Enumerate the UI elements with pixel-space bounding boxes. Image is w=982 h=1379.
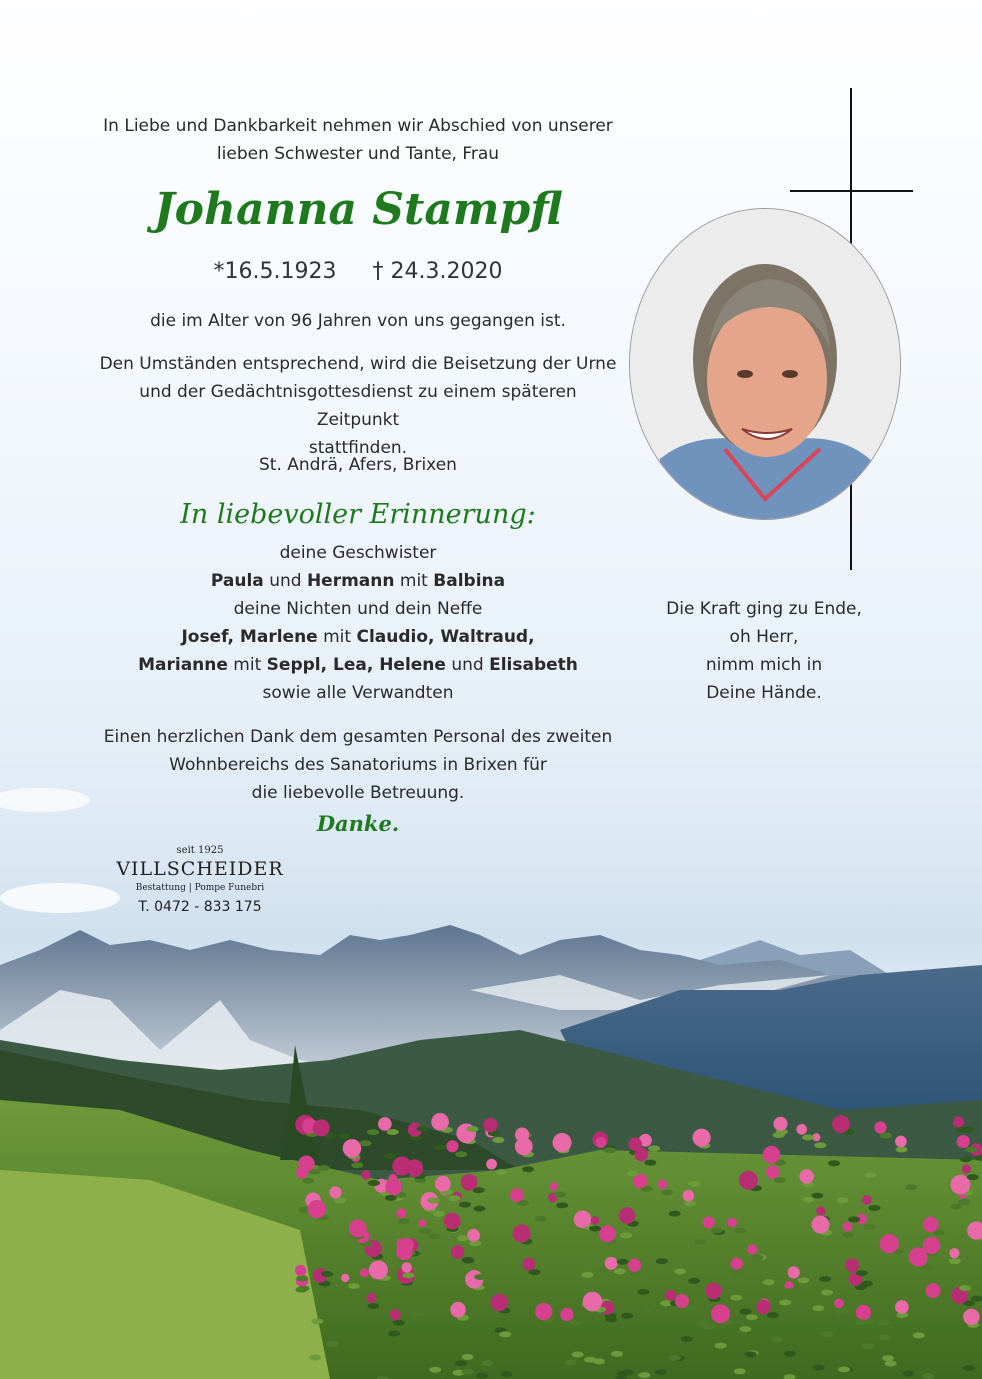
flower	[550, 1182, 558, 1190]
flower	[467, 1229, 480, 1242]
flower	[923, 1217, 938, 1232]
thanks-text	[98, 723, 618, 807]
flower	[401, 1262, 411, 1272]
flower	[396, 1208, 406, 1218]
flower	[450, 1302, 466, 1318]
flower	[308, 1200, 326, 1218]
logo-subtitle: Bestattung | Pompe Funebri	[135, 883, 265, 893]
poem-line: nimm mich in	[705, 655, 823, 675]
family-line	[98, 651, 618, 679]
flower	[766, 1165, 779, 1178]
family-member-name: Seppl, Lea, Helene	[266, 655, 446, 675]
danke: Danke.	[316, 811, 400, 836]
flower	[595, 1137, 606, 1148]
flower	[683, 1190, 695, 1202]
family-list	[98, 539, 618, 707]
place: St. Andrä, Afers, Brixen	[259, 455, 457, 475]
poem-line: Die Kraft ging zu Ende,	[666, 599, 862, 619]
flower	[665, 1290, 676, 1301]
flower	[658, 1179, 667, 1188]
flower	[862, 1195, 872, 1205]
thanks-line: Einen herzlichen Dank dem gesamten Personal des zweiten	[103, 727, 613, 747]
family-text: und	[263, 571, 307, 591]
death-date: † 24.3.2020	[372, 259, 503, 284]
flower	[599, 1225, 616, 1242]
notice-line: Den Umständen entsprechend, wird die Beisetzung der Urne	[99, 354, 617, 374]
flower	[535, 1303, 552, 1320]
flower	[843, 1222, 853, 1232]
flower	[378, 1117, 392, 1131]
flower	[444, 1213, 461, 1230]
flower	[486, 1159, 497, 1170]
thanks-line: Wohnbereichs des Sanatoriums in Brixen für	[169, 755, 547, 775]
age-line: die im Alter von 96 Jahren von uns gegangen ist.	[150, 311, 566, 331]
logo-name: VILLSCHEIDER	[116, 858, 284, 880]
family-text: deine Nichten und dein Neffe	[233, 599, 483, 619]
funeral-home-logo	[110, 845, 290, 919]
flower	[874, 1121, 886, 1133]
flower	[431, 1113, 449, 1131]
poem-line: Deine Hände.	[706, 683, 822, 703]
flower	[591, 1216, 599, 1224]
intro-line: lieben Schwester und Tante, Frau	[216, 144, 500, 164]
flower	[788, 1266, 800, 1278]
flower	[811, 1216, 829, 1234]
family-member-name: Marianne	[138, 655, 228, 675]
flower	[796, 1124, 807, 1135]
flower	[461, 1174, 478, 1191]
flower	[895, 1136, 907, 1148]
family-line	[98, 539, 618, 567]
flower	[962, 1164, 971, 1173]
life-dates	[98, 256, 618, 288]
family-line	[98, 595, 618, 623]
logo-phone: T. 0472 - 833 175	[138, 899, 262, 915]
flower	[856, 1305, 871, 1320]
flower	[747, 1244, 757, 1254]
family-line	[98, 679, 618, 707]
flower	[361, 1170, 370, 1179]
flower	[693, 1129, 711, 1147]
flower	[963, 1309, 979, 1325]
flower	[360, 1268, 369, 1277]
flower	[845, 1258, 859, 1272]
flower	[418, 1219, 426, 1227]
family-line	[98, 623, 618, 651]
notice-line: und der Gedächtnisgottesdienst zu einem späteren Zeitpunkt	[139, 382, 577, 430]
portrait-photo	[629, 208, 901, 520]
family-member-name: Josef, Marlene	[181, 627, 318, 647]
flower	[705, 1283, 722, 1300]
flower	[926, 1283, 941, 1298]
flower	[912, 1251, 927, 1266]
poem-line: oh Herr,	[729, 627, 799, 647]
flower	[385, 1178, 402, 1195]
flower	[832, 1115, 850, 1133]
family-member-name: Hermann	[306, 571, 395, 591]
flower	[483, 1118, 497, 1132]
flower	[799, 1169, 813, 1183]
flower	[446, 1140, 458, 1152]
flower	[343, 1139, 362, 1158]
notice-line: stattfinden.	[308, 438, 408, 458]
flower	[366, 1293, 376, 1303]
flower	[605, 1257, 618, 1270]
flower	[510, 1188, 524, 1202]
flower	[295, 1265, 306, 1276]
flower	[341, 1274, 349, 1282]
flower	[523, 1258, 536, 1271]
flower	[513, 1224, 531, 1242]
birth-date: *16.5.1923	[213, 259, 337, 284]
flower	[369, 1260, 388, 1279]
flower	[396, 1244, 412, 1260]
intro-text	[98, 112, 618, 168]
family-member-name: Claudio, Waltraud,	[356, 627, 535, 647]
flower	[435, 1176, 451, 1192]
flower	[451, 1245, 465, 1259]
burial-notice	[98, 350, 618, 462]
family-text: und	[445, 655, 490, 675]
flower	[703, 1216, 715, 1228]
family-text: mit	[394, 571, 434, 591]
intro-line: In Liebe und Dankbarkeit nehmen wir Abschied von unserer	[103, 116, 613, 136]
flower	[731, 1257, 743, 1269]
flower	[515, 1138, 533, 1156]
flower	[756, 1300, 770, 1314]
flower	[739, 1171, 758, 1190]
flower	[553, 1133, 572, 1152]
flower	[711, 1304, 730, 1323]
flower	[675, 1294, 689, 1308]
family-text: deine Geschwister	[279, 543, 437, 563]
flower	[298, 1156, 314, 1172]
family-text: sowie alle Verwandten	[262, 683, 454, 703]
deceased-name: Johanna Stampfl	[153, 184, 563, 235]
flower	[628, 1259, 641, 1272]
flower	[313, 1119, 330, 1136]
cross-horizontal	[790, 190, 913, 192]
flower	[834, 1299, 844, 1309]
flower	[390, 1309, 401, 1320]
flower	[583, 1292, 603, 1312]
flower	[895, 1300, 909, 1314]
flower	[560, 1308, 573, 1321]
family-member-name: Paula	[210, 571, 264, 591]
flower	[773, 1117, 787, 1131]
flower	[957, 1135, 970, 1148]
flower	[953, 1117, 964, 1128]
flower	[727, 1218, 737, 1228]
family-member-name: Elisabeth	[489, 655, 578, 675]
flower	[392, 1157, 411, 1176]
logo-since: seit 1925	[176, 845, 224, 856]
family-member-name: Balbina	[433, 571, 506, 591]
memory-heading: In liebevoller Erinnerung:	[180, 499, 536, 530]
flower	[923, 1237, 940, 1254]
flower	[491, 1294, 508, 1311]
flower	[349, 1220, 367, 1238]
flower	[880, 1234, 899, 1253]
flower	[574, 1211, 592, 1229]
flower	[619, 1207, 636, 1224]
flower	[816, 1206, 825, 1215]
flower	[949, 1248, 959, 1258]
flower	[329, 1186, 341, 1198]
flower	[635, 1148, 649, 1162]
thanks-line: die liebevolle Betreuung.	[251, 783, 465, 803]
family-text: mit	[227, 655, 267, 675]
poem	[654, 595, 874, 707]
family-line	[98, 567, 618, 595]
family-text: mit	[317, 627, 357, 647]
flower	[763, 1146, 781, 1164]
